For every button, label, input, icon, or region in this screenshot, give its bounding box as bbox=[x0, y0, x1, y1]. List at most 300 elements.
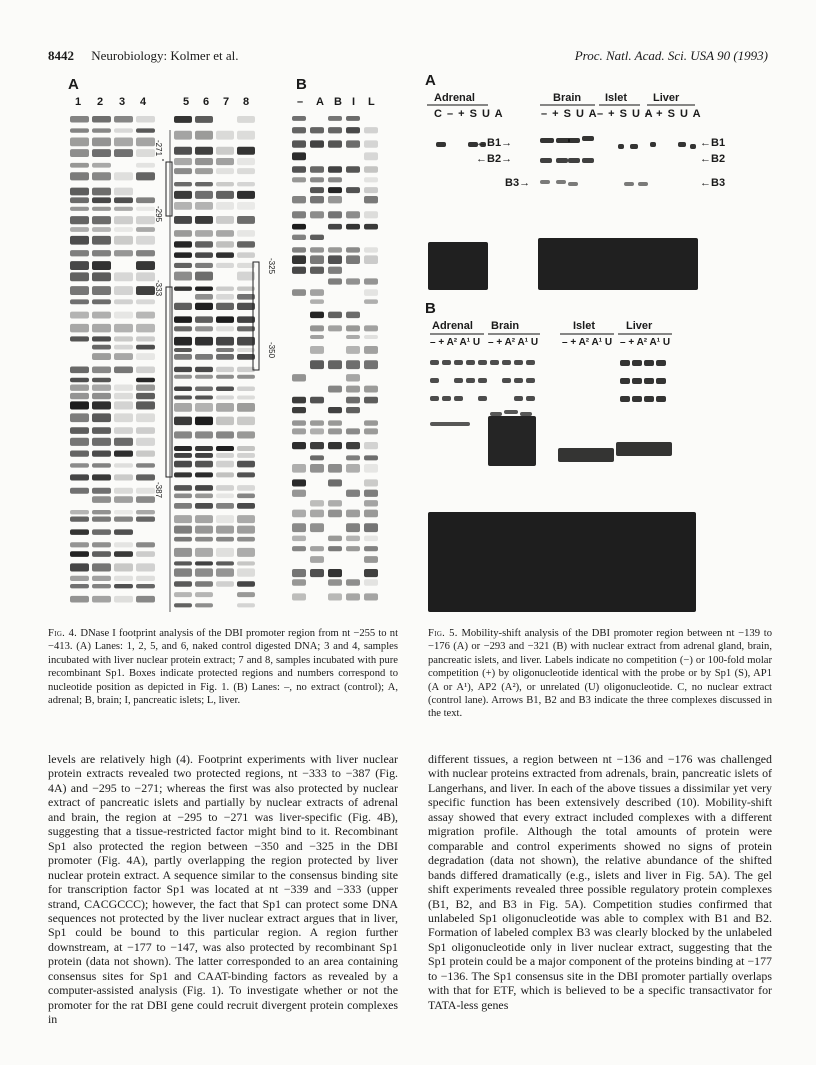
gel-band bbox=[292, 407, 306, 413]
gel-band bbox=[136, 353, 155, 360]
running-header bbox=[48, 48, 768, 66]
gel-band bbox=[346, 397, 360, 404]
gel-band bbox=[292, 152, 306, 160]
gel-band bbox=[620, 360, 630, 366]
gel-band bbox=[114, 413, 133, 422]
gel-band bbox=[364, 523, 378, 532]
gel-band bbox=[70, 413, 89, 422]
gel-band bbox=[292, 428, 306, 434]
gel-band bbox=[346, 360, 360, 369]
gel-band bbox=[556, 180, 566, 184]
fig4-footprint-annotations bbox=[160, 112, 280, 614]
gel-band bbox=[70, 463, 89, 467]
gel-band bbox=[114, 188, 133, 196]
gel-band bbox=[92, 551, 111, 557]
fig5a-group-brain: Brain bbox=[553, 92, 582, 104]
gel-band bbox=[364, 386, 378, 393]
fig5a-group-liver: Liver bbox=[653, 92, 680, 104]
gel-band bbox=[430, 422, 470, 426]
body-left-paragraph: levels are relatively high (4). Footprint experiments with liver nuclear protein extracts revealed two protected regions, nt −333 to −387 (Fig. 4A) and −295 to −271; whereas the first was also protected by nuclear extract of pancreatic islets and partially by nuclear extracts of adrenal and brain, the region at −295 to −271 was liver-specific (Fig. 4B), suggesting that a tissue-restricted factor might bind to it. Recombinant Sp1 also protected the region between −350 and −325 in the DBI promoter (Fig. 4A), partly overlapping the region protected by liver nuclear protein extract. A sequence similar to the consensus binding site for transcription factor Sp1 was located at nt −339 and −333 (upper strand, CACGCCC); however, the fact that Sp1 can protect some DNA sequences not protected by the liver nuclear extract argues that in liver, Sp1 could be bound to this particular region. A region further downstream, at −177 to −147, was also protected by recombinant Sp1 protein (data not shown). The latter corresponded to an area containing consensus sites for Sp1 and CAAT-binding factors as revealed by a computer-assisted analysis (Fig. 1). To investigate whether or not the promoter for the rat DBI gene could recruit divergent protein complexes in bbox=[48, 752, 398, 1027]
gel-band bbox=[114, 197, 133, 203]
gel-band bbox=[92, 367, 111, 374]
gel-band bbox=[136, 450, 155, 456]
gel-band bbox=[310, 428, 324, 434]
gel-band bbox=[92, 272, 111, 281]
gel-band bbox=[70, 272, 89, 281]
gel-band bbox=[136, 427, 155, 434]
nt-label-271: -271 bbox=[154, 140, 163, 157]
fig5a-band-b1-outer: ←B1 bbox=[700, 137, 726, 149]
gel-band bbox=[136, 227, 155, 232]
gel-band bbox=[520, 412, 532, 416]
gel-band bbox=[70, 584, 89, 588]
gel-band bbox=[328, 140, 342, 147]
gel-band bbox=[114, 393, 133, 399]
gel-band bbox=[92, 128, 111, 132]
footprint-box-333-387 bbox=[166, 287, 172, 477]
gel-band bbox=[346, 211, 360, 218]
gel-band bbox=[114, 596, 133, 603]
fig5b-lanes-brain: – + A² A¹ U bbox=[488, 337, 539, 348]
gel-band bbox=[364, 289, 378, 296]
gel-band bbox=[70, 510, 89, 514]
gel-band bbox=[292, 116, 306, 121]
gel-band bbox=[620, 378, 630, 384]
gel-band bbox=[114, 336, 133, 341]
gel-band bbox=[364, 360, 378, 369]
gel-band bbox=[292, 235, 306, 240]
gel-band bbox=[328, 569, 342, 577]
gel-band bbox=[310, 255, 324, 264]
fig4-lane-8: 8 bbox=[243, 96, 250, 108]
gel-band bbox=[92, 378, 111, 382]
gel-band bbox=[92, 529, 111, 535]
gel-band bbox=[540, 138, 554, 143]
gel-band bbox=[310, 127, 324, 133]
gel-band bbox=[346, 374, 360, 381]
gel-band bbox=[364, 166, 378, 173]
gel-band bbox=[136, 596, 155, 603]
gel-band bbox=[70, 596, 89, 603]
gel-band bbox=[114, 474, 133, 480]
fig5b-lanes-islet: – + A² A¹ U bbox=[562, 337, 613, 348]
gel-band bbox=[568, 182, 578, 186]
fig4-b-lane-islet: I bbox=[352, 96, 356, 108]
gel-band bbox=[328, 177, 342, 182]
gel-band bbox=[346, 325, 360, 331]
gel-band bbox=[292, 267, 306, 274]
gel-band bbox=[92, 149, 111, 157]
gel-band bbox=[70, 128, 89, 132]
gel-band bbox=[92, 312, 111, 319]
gel-band bbox=[70, 137, 89, 146]
gel-band bbox=[310, 289, 324, 296]
gel-band bbox=[690, 144, 696, 149]
gel-band bbox=[514, 378, 523, 383]
gel-band bbox=[526, 378, 535, 383]
gel-band bbox=[632, 378, 642, 384]
gel-band bbox=[328, 593, 342, 600]
gel-band bbox=[328, 536, 342, 542]
fig5-gel-b bbox=[428, 352, 696, 614]
gel-band bbox=[292, 289, 306, 296]
gel-band bbox=[346, 346, 360, 354]
gel-band bbox=[364, 500, 378, 506]
fig4-lane-5: 5 bbox=[183, 96, 190, 108]
gel-band bbox=[92, 353, 111, 360]
gel-band bbox=[114, 463, 133, 467]
gel-band bbox=[328, 166, 342, 173]
gel-band bbox=[114, 216, 133, 224]
fig4-gel-b bbox=[290, 112, 384, 614]
gel-band bbox=[514, 360, 523, 365]
gel-band bbox=[364, 127, 378, 133]
gel-band bbox=[92, 324, 111, 333]
gel-band bbox=[292, 397, 306, 404]
gel-band bbox=[364, 510, 378, 518]
gel-band bbox=[70, 576, 89, 581]
gel-band bbox=[292, 479, 306, 486]
gel-band bbox=[364, 569, 378, 577]
gel-band bbox=[114, 367, 133, 374]
fig5b-group-islet: Islet bbox=[573, 320, 596, 332]
gel-band bbox=[92, 510, 111, 514]
fig5a-group-adrenal: Adrenal bbox=[434, 92, 475, 104]
fig5a-lanes-brain: – + S U A bbox=[541, 108, 598, 120]
gel-band bbox=[70, 207, 89, 211]
gel-band bbox=[114, 207, 133, 211]
nt-label-350: -350 bbox=[267, 342, 276, 359]
gel-band bbox=[292, 247, 306, 252]
gel-band bbox=[478, 396, 487, 401]
gel-band bbox=[364, 420, 378, 425]
gel-band bbox=[644, 378, 654, 384]
gel-band bbox=[454, 396, 463, 401]
fig5a-band-b3-inner: B3→ bbox=[505, 177, 531, 189]
gel-band bbox=[310, 312, 324, 319]
fig5b-group-brain: Brain bbox=[491, 320, 520, 332]
gel-band bbox=[328, 386, 342, 393]
gel-band bbox=[92, 216, 111, 224]
gel-band bbox=[70, 563, 89, 571]
gel-band bbox=[364, 490, 378, 497]
gel-band bbox=[346, 255, 360, 264]
gel-band bbox=[310, 360, 324, 369]
fig4-panel-b-label: B bbox=[296, 76, 307, 93]
gel-band bbox=[70, 378, 89, 382]
fig5b-lanes-liver: – + A² A¹ U bbox=[620, 337, 671, 348]
fig4-lane-7: 7 bbox=[223, 96, 230, 108]
gel-band bbox=[114, 236, 133, 245]
gel-band bbox=[430, 378, 439, 383]
gel-band bbox=[92, 496, 111, 503]
gel-band bbox=[136, 236, 155, 245]
gel-band bbox=[114, 345, 133, 350]
gel-band bbox=[346, 546, 360, 551]
gel-band bbox=[114, 488, 133, 494]
gel-band bbox=[364, 442, 378, 449]
gel-band bbox=[568, 138, 580, 143]
gel-band bbox=[136, 378, 155, 382]
gel-band bbox=[310, 442, 324, 449]
gel-band bbox=[568, 158, 580, 163]
gel-band bbox=[310, 177, 324, 182]
gel-band bbox=[364, 346, 378, 354]
gel-band bbox=[136, 137, 155, 146]
gel-band bbox=[502, 360, 511, 365]
gel-band bbox=[364, 428, 378, 434]
gel-band bbox=[364, 556, 378, 563]
gel-band bbox=[114, 438, 133, 446]
gel-band bbox=[328, 479, 342, 486]
gel-band bbox=[136, 367, 155, 374]
gel-band bbox=[466, 360, 475, 365]
fig4-caption-label: Fig. 4. bbox=[48, 628, 78, 639]
gel-band bbox=[114, 401, 133, 409]
fig5a-band-b2-inner: ←B2→ bbox=[476, 153, 513, 165]
gel-band bbox=[328, 187, 342, 193]
gel-band bbox=[92, 438, 111, 446]
body-left-column bbox=[48, 752, 398, 1027]
fig5a-lanes-islet: – + S U A bbox=[597, 108, 654, 120]
gel-band bbox=[136, 551, 155, 557]
gel-band bbox=[292, 464, 306, 473]
gel-band bbox=[92, 596, 111, 603]
gel-band bbox=[92, 227, 111, 232]
gel-band bbox=[292, 374, 306, 381]
fig5-gel-a bbox=[428, 120, 700, 292]
gel-band bbox=[292, 593, 306, 600]
gel-band bbox=[328, 127, 342, 133]
gel-band bbox=[292, 166, 306, 173]
gel-band bbox=[638, 182, 648, 186]
fig5a-band-b3-outer: ←B3 bbox=[700, 177, 726, 189]
gel-band bbox=[364, 224, 378, 230]
gel-band bbox=[136, 474, 155, 480]
fig4-caption bbox=[48, 627, 398, 707]
gel-band bbox=[70, 261, 89, 270]
gel-band bbox=[136, 207, 155, 211]
gel-band bbox=[364, 455, 378, 460]
fig4-b-lane-control: – bbox=[297, 96, 304, 108]
fig4-lane-3: 3 bbox=[119, 96, 126, 108]
fig5-panel-b-label: B bbox=[425, 300, 436, 317]
gel-band bbox=[540, 180, 550, 184]
gel-band bbox=[346, 116, 360, 121]
gel-band bbox=[346, 278, 360, 284]
gel-band bbox=[92, 236, 111, 245]
gel-band bbox=[364, 579, 378, 586]
gel-band bbox=[136, 517, 155, 522]
gel-band bbox=[328, 267, 342, 274]
gel-band bbox=[114, 576, 133, 581]
gel-band bbox=[478, 378, 487, 383]
gel-band bbox=[92, 401, 111, 409]
gel-band bbox=[310, 569, 324, 577]
gel-band bbox=[92, 137, 111, 146]
gel-band bbox=[618, 144, 624, 149]
gel-band bbox=[310, 397, 324, 404]
gel-band bbox=[92, 542, 111, 547]
nt-label-333: -333 bbox=[154, 280, 163, 297]
gel-band bbox=[92, 385, 111, 391]
gel-band bbox=[328, 312, 342, 319]
gel-band bbox=[442, 396, 451, 401]
gel-band bbox=[136, 163, 155, 168]
gel-band bbox=[328, 247, 342, 252]
gel-band bbox=[488, 416, 536, 466]
free-probe bbox=[428, 242, 488, 290]
fig4-b-lane-adrenal: A bbox=[316, 96, 324, 108]
gel-band bbox=[92, 427, 111, 434]
gel-band bbox=[114, 427, 133, 434]
gel-band bbox=[114, 227, 133, 232]
fig4-b-lane-liver: L bbox=[368, 96, 375, 108]
gel-band bbox=[70, 488, 89, 494]
gel-band bbox=[70, 227, 89, 232]
gel-band bbox=[364, 546, 378, 551]
gel-band bbox=[292, 196, 306, 203]
gel-band bbox=[526, 360, 535, 365]
gel-band bbox=[346, 312, 360, 319]
gel-band bbox=[92, 116, 111, 122]
gel-band bbox=[310, 299, 324, 303]
gel-band bbox=[114, 353, 133, 360]
fig4-lane-6: 6 bbox=[203, 96, 210, 108]
fig4-lane-2: 2 bbox=[97, 96, 104, 108]
gel-band bbox=[310, 267, 324, 274]
gel-band bbox=[292, 420, 306, 425]
gel-band bbox=[364, 479, 378, 486]
gel-band bbox=[346, 523, 360, 532]
gel-band bbox=[92, 450, 111, 456]
gel-band bbox=[136, 286, 155, 295]
gel-band bbox=[136, 172, 155, 180]
gel-band bbox=[136, 116, 155, 122]
fig5a-band-b2-outer: ←B2 bbox=[700, 153, 726, 165]
free-probe bbox=[538, 238, 698, 290]
gel-band bbox=[328, 196, 342, 203]
gel-band bbox=[310, 510, 324, 518]
gel-band bbox=[114, 517, 133, 522]
gel-band bbox=[70, 172, 89, 180]
gel-band bbox=[644, 396, 654, 402]
free-probe bbox=[428, 512, 696, 612]
gel-band bbox=[328, 407, 342, 413]
gel-band bbox=[364, 196, 378, 203]
gel-band bbox=[92, 172, 111, 180]
gel-band bbox=[92, 584, 111, 588]
gel-band bbox=[70, 299, 89, 304]
gel-band bbox=[136, 128, 155, 132]
gel-band bbox=[504, 410, 518, 414]
gel-band bbox=[310, 464, 324, 473]
gel-band bbox=[136, 324, 155, 333]
gel-band bbox=[114, 551, 133, 557]
gel-band bbox=[656, 360, 666, 366]
gel-band bbox=[346, 407, 360, 413]
gel-band bbox=[442, 360, 451, 365]
gel-band bbox=[328, 224, 342, 230]
gel-band bbox=[582, 136, 594, 141]
nt-label-295: -295 bbox=[154, 206, 163, 223]
gel-band bbox=[502, 378, 511, 383]
gel-band bbox=[292, 579, 306, 586]
fig4-panel-a-label: A bbox=[68, 76, 79, 93]
gel-band bbox=[136, 216, 155, 224]
gel-band bbox=[136, 576, 155, 581]
gel-band bbox=[114, 385, 133, 391]
gel-band bbox=[136, 299, 155, 304]
gel-band bbox=[346, 455, 360, 460]
gel-band bbox=[346, 247, 360, 252]
gel-band bbox=[114, 286, 133, 295]
gel-band bbox=[114, 542, 133, 547]
gel-band bbox=[292, 442, 306, 449]
gel-band bbox=[310, 523, 324, 532]
gel-band bbox=[364, 255, 378, 264]
gel-band bbox=[364, 187, 378, 193]
gel-band bbox=[644, 360, 654, 366]
gel-band bbox=[328, 255, 342, 264]
journal-citation: Proc. Natl. Acad. Sci. USA 90 (1993) bbox=[574, 48, 768, 63]
gel-band bbox=[650, 142, 656, 147]
gel-band bbox=[70, 336, 89, 341]
gel-band bbox=[92, 299, 111, 304]
fig5-caption bbox=[428, 627, 772, 721]
gel-band bbox=[582, 158, 594, 163]
gel-band bbox=[346, 593, 360, 600]
gel-band bbox=[310, 500, 324, 506]
fig5a-band-b1-inner: ←B1→ bbox=[476, 137, 513, 149]
gel-band bbox=[136, 197, 155, 203]
gel-band bbox=[328, 116, 342, 121]
gel-band bbox=[70, 116, 89, 122]
gel-band bbox=[514, 396, 523, 401]
gel-band bbox=[70, 188, 89, 196]
gel-band bbox=[656, 396, 666, 402]
gel-band bbox=[136, 385, 155, 391]
gel-band bbox=[114, 128, 133, 132]
body-right-paragraph: different tissues, a region between nt −136 and −176 was challenged with nuclear proteins extracted from adrenals, brain, pancreatic islets of Langerhans, and liver. In each of the above tissues a dissimilar yet very specific function has been extensively described (10). Mobility-shift assay showed that every extract included complexes with a different migration profile. Although the total amounts of protein were comparable and control experiments showed no signs of protein degradation (data not shown), the relative abundance of the shifted bands differed dramatically (e.g., islets and liver in Fig. 5A). The gel shift experiments revealed three possible regulatory protein complexes (B1, B2, and B3 in Fig. 5A). Competition studies confirmed that unlabeled Sp1 oligonucleotide was able to complex with B1 and B2. Formation of labeled complex B3 was clearly blocked by the unlabeled Sp1 oligonucleotide only in liver nuclear extract, suggesting that the Sp1 protein could be a major component of the proteins binding at −177 to −136. The Sp1 consensus site in the DBI promoter partially overlaps with that for ETF, which is believed to be a specific transactivator for TATA-less genes bbox=[428, 752, 772, 1012]
gel-band bbox=[114, 172, 133, 180]
gel-band bbox=[136, 463, 155, 467]
gel-band bbox=[92, 336, 111, 341]
gel-band bbox=[310, 335, 324, 339]
gel-band bbox=[364, 464, 378, 473]
gel-band bbox=[346, 536, 360, 542]
gel-band bbox=[70, 450, 89, 456]
gel-band bbox=[346, 442, 360, 449]
gel-band bbox=[92, 488, 111, 494]
gel-band bbox=[92, 286, 111, 295]
gel-band bbox=[346, 490, 360, 497]
gel-band bbox=[328, 546, 342, 551]
nt-label-325: -325 bbox=[267, 258, 276, 275]
gel-band bbox=[656, 378, 666, 384]
gel-band bbox=[70, 367, 89, 374]
gel-band bbox=[364, 397, 378, 404]
gel-band bbox=[136, 488, 155, 494]
gel-band bbox=[136, 261, 155, 270]
fig4-lane-1: 1 bbox=[75, 96, 82, 108]
gel-band bbox=[136, 149, 155, 157]
footprint-box-325-350 bbox=[253, 262, 259, 370]
gel-band bbox=[114, 137, 133, 146]
gel-band bbox=[540, 158, 552, 163]
gel-band bbox=[136, 496, 155, 503]
gel-band bbox=[292, 177, 306, 182]
